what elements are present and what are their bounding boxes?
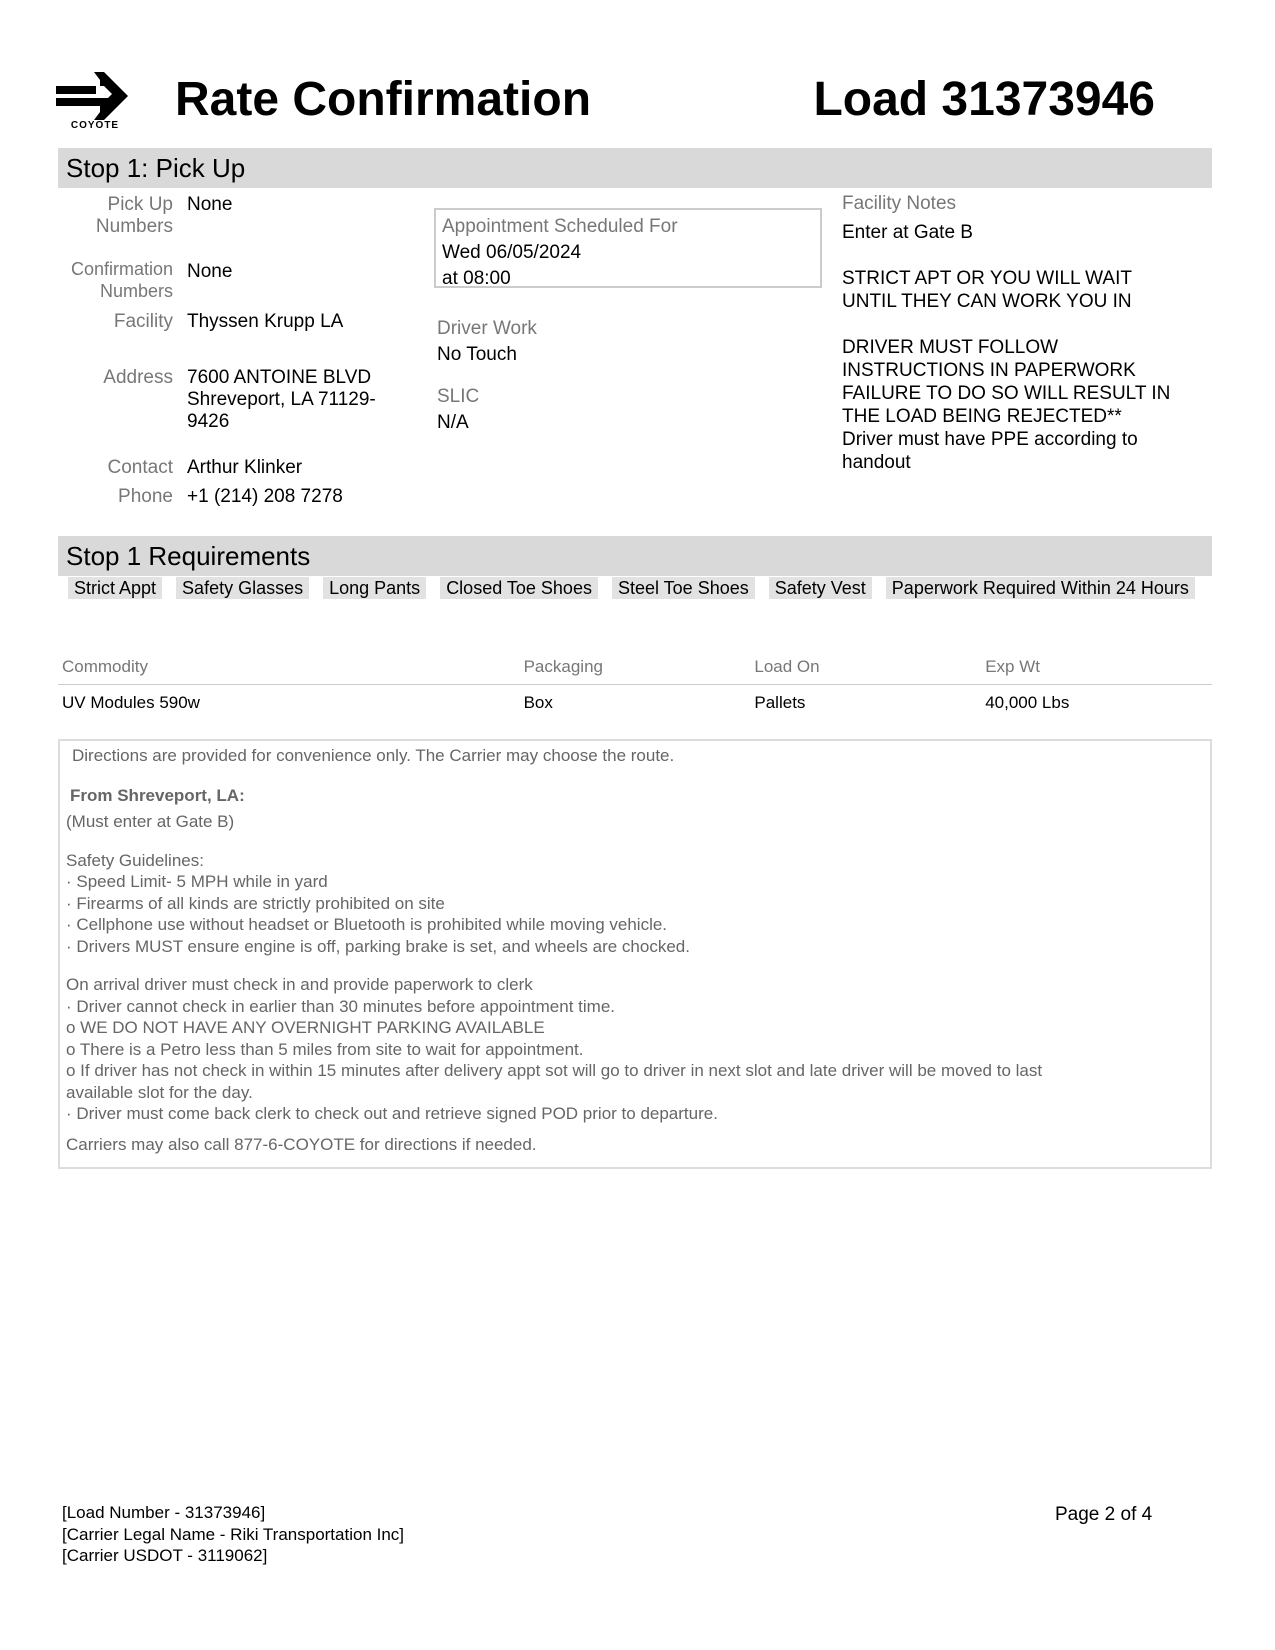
exp-wt-header: Exp Wt xyxy=(981,650,1212,685)
address-line-2: Shreveport, LA 71129- xyxy=(187,389,376,410)
facility-notes xyxy=(842,221,1212,474)
slic-label: SLIC xyxy=(437,386,480,407)
requirement-tag: Safety Vest xyxy=(769,577,872,599)
exp-wt-cell: 40,000 Lbs xyxy=(985,693,1070,712)
directions-line: · Drivers MUST ensure engine is off, parking brake is set, and wheels are chocked. xyxy=(66,936,690,956)
directions-line: available slot for the day. xyxy=(66,1082,253,1102)
facility-note-line: INSTRUCTIONS IN PAPERWORK xyxy=(842,360,1136,381)
stop-section-header: Stop 1: Pick Up xyxy=(58,148,1212,188)
page-title: Rate Confirmation xyxy=(175,73,592,126)
commodity-header: Commodity xyxy=(58,650,520,685)
appointment-label: Appointment Scheduled For xyxy=(442,216,678,237)
facility-note-line: Enter at Gate B xyxy=(842,222,973,243)
directions-line: · Speed Limit- 5 MPH while in yard xyxy=(66,872,328,891)
directions-line: · Cellphone use without headset or Bluetooth is prohibited while moving vehicle. xyxy=(66,915,668,934)
driver-work-label: Driver Work xyxy=(437,318,537,339)
phone-label: Phone xyxy=(118,486,173,507)
directions-line: · Firearms of all kinds are strictly prohibited on site xyxy=(66,893,445,913)
facility-note-line: UNTIL THEY CAN WORK YOU IN xyxy=(842,291,1132,312)
directions-line: Safety Guidelines: xyxy=(66,850,204,870)
directions-line: o WE DO NOT HAVE ANY OVERNIGHT PARKING AVAILABLE xyxy=(66,1018,545,1037)
directions-from: From Shreveport, LA: xyxy=(70,785,245,805)
load-on-cell: Pallets xyxy=(754,693,806,712)
address-label: Address xyxy=(103,367,173,388)
directions-spacer xyxy=(66,833,1204,850)
requirement-tag: Closed Toe Shoes xyxy=(440,577,598,599)
directions-line: On arrival driver must check in and provide paperwork to clerk xyxy=(66,975,533,994)
contact-label: Contact xyxy=(107,457,173,478)
footer-load-number: [Load Number - 31373946] xyxy=(62,1503,266,1522)
confirmation-numbers-value: None xyxy=(187,261,233,282)
requirement-tag: Safety Glasses xyxy=(176,577,309,599)
facility-note-line: handout xyxy=(842,452,911,473)
requirement-tag: Paperwork Required Within 24 Hours xyxy=(886,577,1195,599)
facility-note-spacer xyxy=(842,313,1212,336)
table-header-row xyxy=(58,650,1212,685)
appointment-time: at 08:00 xyxy=(442,268,511,289)
address-value xyxy=(187,367,376,433)
packaging-header: Packaging xyxy=(520,650,751,685)
facility-note-line: DRIVER MUST FOLLOW xyxy=(842,337,1059,358)
footer-carrier-name: [Carrier Legal Name - Riki Transportation Inc] xyxy=(62,1524,405,1544)
requirement-tag: Long Pants xyxy=(323,577,426,599)
facility-label: Facility xyxy=(113,311,173,332)
requirement-tag: Steel Toe Shoes xyxy=(612,577,755,599)
load-on-header: Load On xyxy=(750,650,981,685)
appointment-box xyxy=(434,208,822,288)
appointment-date: Wed 06/05/2024 xyxy=(442,242,582,263)
coyote-logo-icon xyxy=(56,72,134,120)
page-number: Page 2 of 4 xyxy=(1055,1504,1153,1525)
footer-info xyxy=(62,1502,404,1567)
facility-note-line: THE LOAD BEING REJECTED** xyxy=(842,406,1122,427)
directions-closing: Carriers may also call 877-6-COYOTE for directions if needed. xyxy=(66,1134,537,1154)
contact-value: Arthur Klinker xyxy=(187,457,303,478)
logo-text: COYOTE xyxy=(70,120,120,131)
address-line-3: 9426 xyxy=(187,411,230,432)
commodity-cell: UV Modules 590w xyxy=(62,693,200,712)
slic-value: N/A xyxy=(437,412,469,433)
facility-note-spacer xyxy=(842,244,1212,267)
facility-note-line: STRICT APT OR YOU WILL WAIT xyxy=(842,268,1132,289)
footer-carrier-usdot: [Carrier USDOT - 3119062] xyxy=(62,1546,268,1565)
facility-note-line: FAILURE TO DO SO WILL RESULT IN xyxy=(842,383,1171,404)
facility-note-line: Driver must have PPE according to xyxy=(842,429,1138,450)
confirmation-numbers-label: Confirmation Numbers xyxy=(70,259,173,301)
directions-line: · Driver must come back clerk to check out and retrieve signed POD prior to departure. xyxy=(66,1104,718,1123)
directions-line: o There is a Petro less than 5 miles from site to wait for appointment. xyxy=(66,1039,584,1059)
directions-box xyxy=(58,739,1212,1169)
pickup-numbers-label: Pick Up Numbers xyxy=(95,194,173,237)
directions-spacer xyxy=(66,957,1204,974)
directions-line: (Must enter at Gate B) xyxy=(66,812,235,831)
requirements-section-header: Stop 1 Requirements xyxy=(58,536,1212,576)
directions-body xyxy=(66,811,1204,1125)
phone-value: +1 (214) 208 7278 xyxy=(187,486,343,507)
table-row xyxy=(58,685,1212,722)
address-line-1: 7600 ANTOINE BLVD xyxy=(187,367,372,388)
coyote-logo xyxy=(56,72,134,136)
facility-value: Thyssen Krupp LA xyxy=(187,311,344,332)
requirement-tag: Strict Appt xyxy=(68,577,162,599)
directions-line: o If driver has not check in within 15 minutes after delivery appt sot will go to driver in next slot and late driver will be moved to last xyxy=(66,1061,1043,1080)
directions-line: · Driver cannot check in earlier than 30 minutes before appointment time. xyxy=(66,996,615,1016)
directions-intro: Directions are provided for convenience only. The Carrier may choose the route. xyxy=(72,746,675,765)
packaging-cell: Box xyxy=(523,693,553,712)
commodity-table xyxy=(58,650,1212,721)
pickup-numbers-value: None xyxy=(187,194,233,215)
requirements-list xyxy=(68,577,1208,599)
driver-work-value: No Touch xyxy=(437,344,517,365)
load-number-title: Load 31373946 xyxy=(813,73,1155,126)
facility-notes-label: Facility Notes xyxy=(842,193,957,214)
